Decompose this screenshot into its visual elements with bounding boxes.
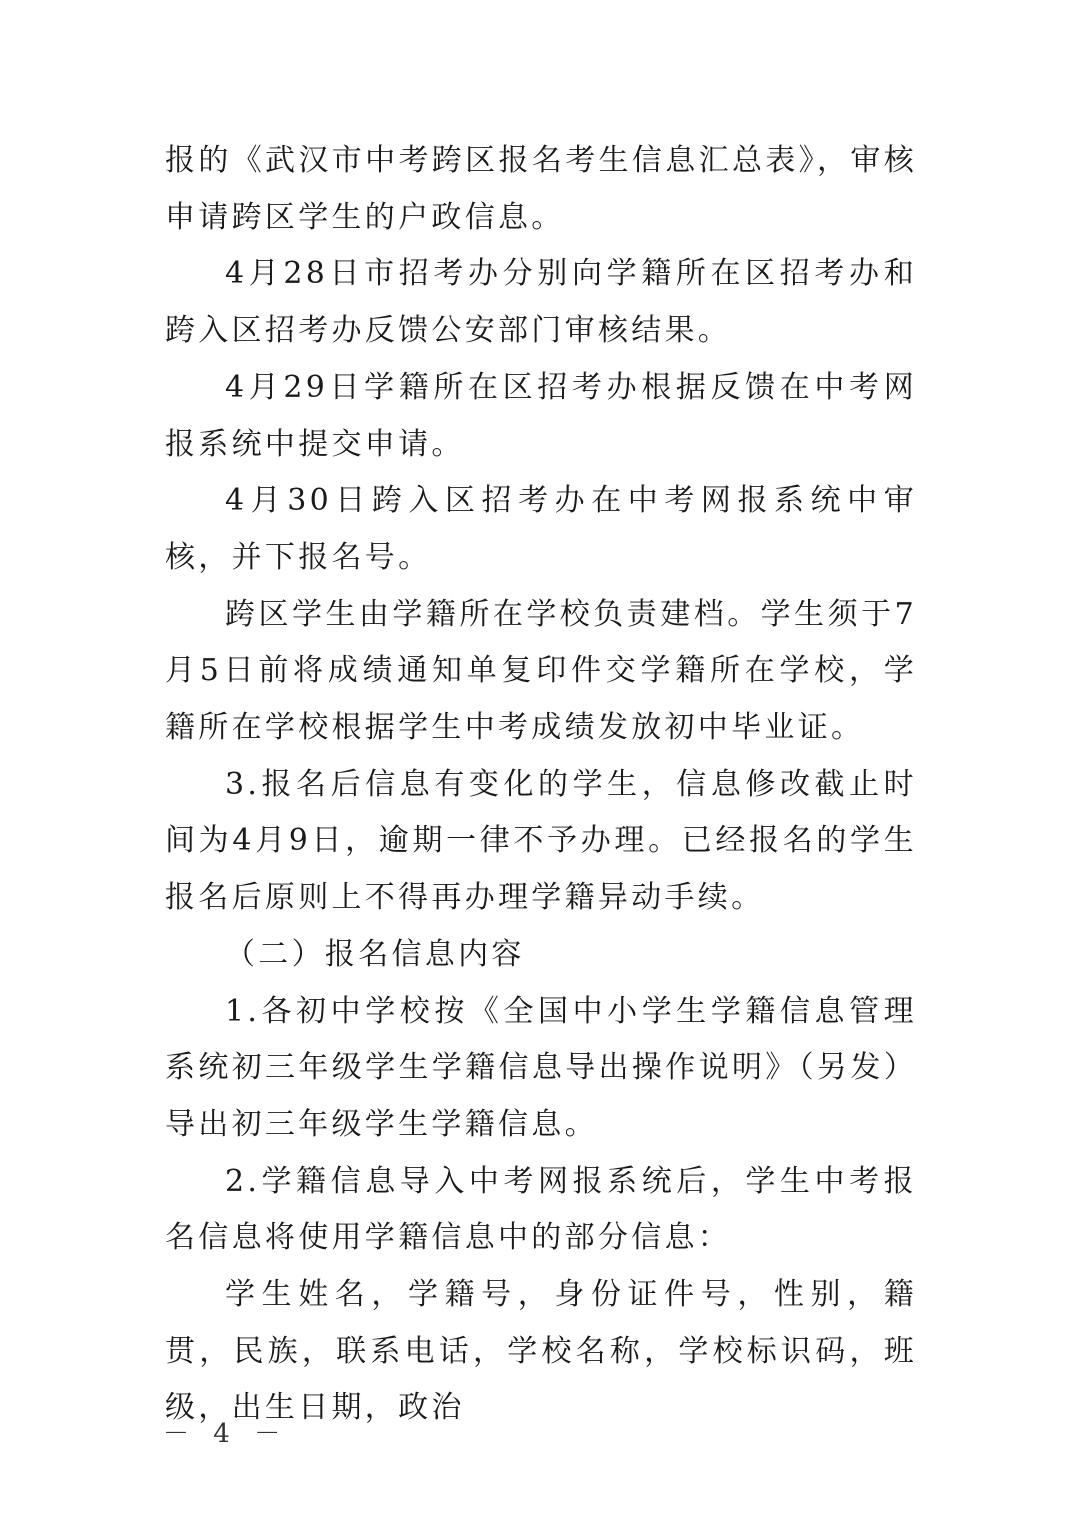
paragraph-item-3: 3.报名后信息有变化的学生，信息修改截止时间为4月9日，逾期一律不予办理。已经报名的学生报名后原则上不得再办理学籍异动手续。 (165, 766, 917, 916)
page-number: － 4 － (163, 1419, 289, 1449)
paragraph-april-29: 4月29日学籍所在区招考办根据反馈在中考网报系统中提交申请。 (165, 369, 917, 462)
paragraph-item-2: 2.学籍信息导入中考网报系统后，学生中考报名信息将使用学籍信息中的部分信息： (165, 1163, 917, 1256)
paragraph-april-30: 4月30日跨入区招考办在中考网报系统中审核，并下报名号。 (165, 483, 917, 575)
paragraph-info-fields: 学生姓名，学籍号，身份证件号，性别，籍贯，民族，联系电话，学校名称，学校标识码，班级，出生日期，政治 (165, 1277, 917, 1426)
paragraph-cross-district-archive: 跨区学生由学籍所在学校负责建档。学生须于7月5日前将成绩通知单复印件交学籍所在学校，学籍所在学校根据学生中考成绩发放初中毕业证。 (165, 596, 917, 746)
document-body (165, 133, 917, 1437)
section-heading: （二）报名信息内容 (225, 936, 525, 972)
paragraph-continuation: 报的《武汉市中考跨区报名考生信息汇总表》，审核申请跨区学生的户政信息。 (165, 143, 917, 235)
paragraph-april-28: 4月28日市招考办分别向学籍所在区招考办和跨入区招考办反馈公安部门审核结果。 (165, 256, 917, 349)
paragraph-item-1: 1.各初中学校按《全国中小学生学籍信息管理系统初三年级学生学籍信息导出操作说明》（另发）导出初三年级学生学籍信息。 (165, 993, 917, 1142)
